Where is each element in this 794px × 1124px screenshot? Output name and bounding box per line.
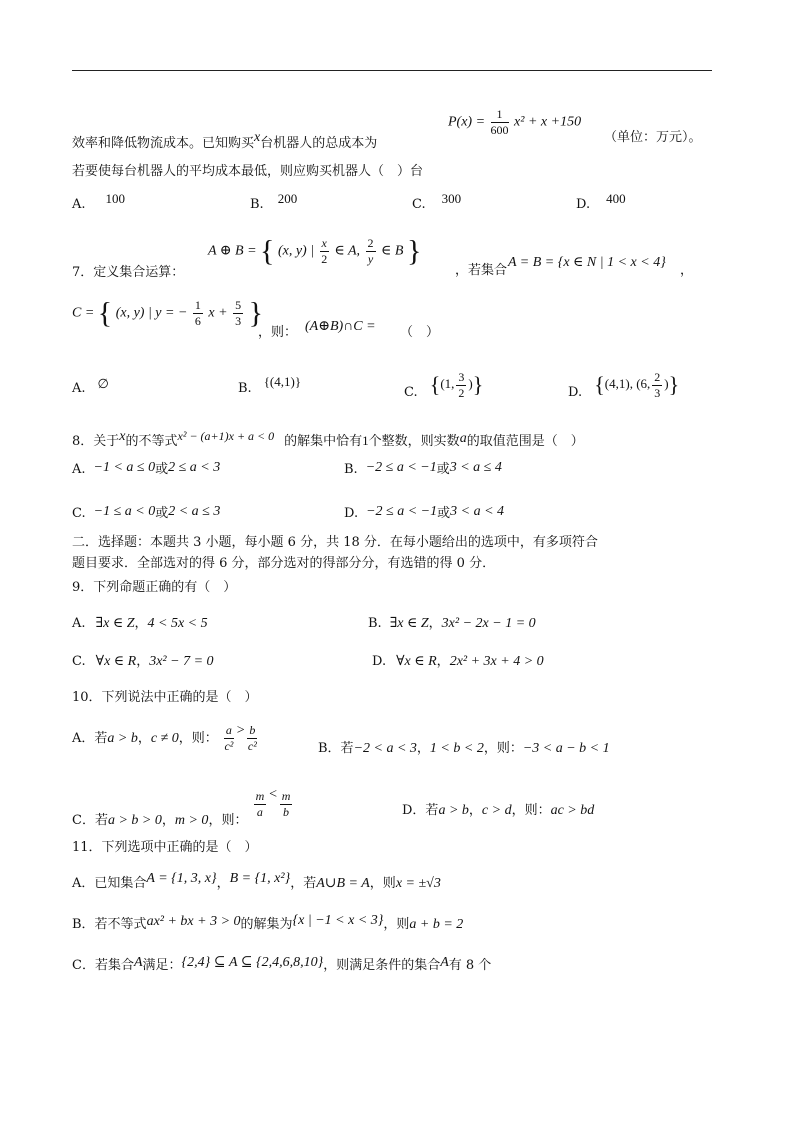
q7-ab-set: A = B = {x ∈ N | 1 < x < 4} — [508, 255, 666, 270]
q6-option-b[interactable]: B. 200 — [250, 191, 298, 212]
q7-mid-text: ，若集合 — [455, 263, 508, 278]
q10-option-d[interactable]: D．若a > b，c > d，则：ac > bd — [402, 803, 595, 818]
q7-paren: （ ） — [400, 325, 440, 340]
q7-then: ，则： — [258, 325, 298, 340]
q11-option-b[interactable]: B．若不等式ax² + bx + 3 > 0的解集为{x | −1 < x < 3}，则a + b = 2 — [72, 913, 464, 932]
q7-prefix: 7．定义集合运算： — [72, 265, 185, 280]
q6-option-a[interactable]: A. 100 — [72, 191, 126, 212]
q11-option-c[interactable]: C．若集合A满足：{2,4} ⊆ A ⊆ {2,4,6,8,10}，则满足条件的集合A有 8 个 — [72, 955, 492, 973]
section2-line2: 题目要求．全部选对的得 6 分，部分选对的得部分分，有选错的得 0 分． — [72, 556, 496, 571]
q6-cost-formula: P(x) = $\frac{1}{600}$ x² + x +150 — [448, 107, 582, 137]
q7-option-d[interactable]: D. {(4,1), (6, $\frac{2}{3}$ )} — [568, 370, 680, 401]
q6-unit: （单位：万元）。 — [604, 130, 702, 145]
q6-option-d[interactable]: D. 400 — [576, 191, 626, 212]
section2-line1: 二．选择题：本题共 3 小题，每小题 6 分，共 18 分．在每小题给出的选项中，有多项符合 — [72, 535, 598, 550]
header-rule — [72, 70, 712, 71]
q11-stem: 11．下列选项中正确的是（ ） — [72, 840, 258, 855]
q6-option-c[interactable]: C. 300 — [412, 191, 462, 212]
q7-option-a[interactable]: A. ∅ — [72, 376, 109, 396]
q9-stem: 9．下列命题正确的有（ ） — [72, 580, 237, 595]
q8-option-b[interactable]: B. −2 ≤ a < −1或3 < a ≤ 4 — [344, 460, 502, 477]
q7-definition: A ⊕ B = { (x, y) | $\frac{x}{2}$ ∈ A, $\frac{2}{y}$ ∈ B } — [208, 234, 422, 268]
q7-comma: ， — [680, 263, 694, 278]
q9-option-c[interactable]: C. ∀x ∈ R，3x² − 7 = 0 — [72, 654, 214, 669]
q9-option-a[interactable]: A. ∃x ∈ Z，4 < 5x < 5 — [72, 616, 208, 631]
q8-option-c[interactable]: C. −1 ≤ a < 0或2 < a ≤ 3 — [72, 504, 221, 521]
q7-option-c[interactable]: C. {(1, $\frac{3}{2}$ )} — [404, 370, 484, 401]
q10-option-a[interactable]: A．若a > b，c ≠ 0，则： $\frac{a}{\text{c²}}$ > $\frac{b}{\text{c²}}$ — [72, 723, 257, 753]
q9-option-d[interactable]: D. ∀x ∈ R，2x² + 3x + 4 > 0 — [372, 654, 544, 669]
q7-option-b[interactable]: B. {(4,1)} — [238, 374, 302, 396]
q6-line1: 效率和降低物流成本。已知购买x台机器人的总成本为 — [72, 130, 378, 151]
q8-option-a[interactable]: A. −1 < a ≤ 0或2 ≤ a < 3 — [72, 460, 221, 477]
q7-expr: (A⊕B)∩C = — [305, 319, 376, 334]
q10-option-b[interactable]: B．若−2 < a < 3，1 < b < 2，则：−3 < a − b < 1 — [318, 741, 610, 756]
q6-line2: 若要使每台机器人的平均成本最低，则应购买机器人（ ）台 — [72, 164, 424, 179]
q8-stem: 8．关于x的不等式x² − (a+1)x + a < 0 的解集中恰有1个整数，则实数a的取值范围是（ ） — [72, 429, 584, 449]
q7-options — [72, 370, 712, 400]
q7-c-set: C = { (x, y) | y = − $\frac{1}{6}$ x + $\frac{5}{3}$ } — [72, 296, 263, 330]
q11-option-a[interactable]: A．已知集合A = {1, 3, x}，B = {1, x²}，若A∪B = A，则x = ±√3 — [72, 871, 441, 891]
q10-option-c[interactable]: C．若a > b > 0，m > 0，则： $\frac{m}{a}$ < $\frac{m}{b}$ — [72, 787, 291, 828]
q8-option-d[interactable]: D. −2 ≤ a < −1或3 < a < 4 — [344, 504, 505, 521]
q10-stem: 10．下列说法中正确的是（ ） — [72, 690, 258, 705]
q9-option-b[interactable]: B. ∃x ∈ Z，3x² − 2x − 1 = 0 — [368, 616, 536, 631]
